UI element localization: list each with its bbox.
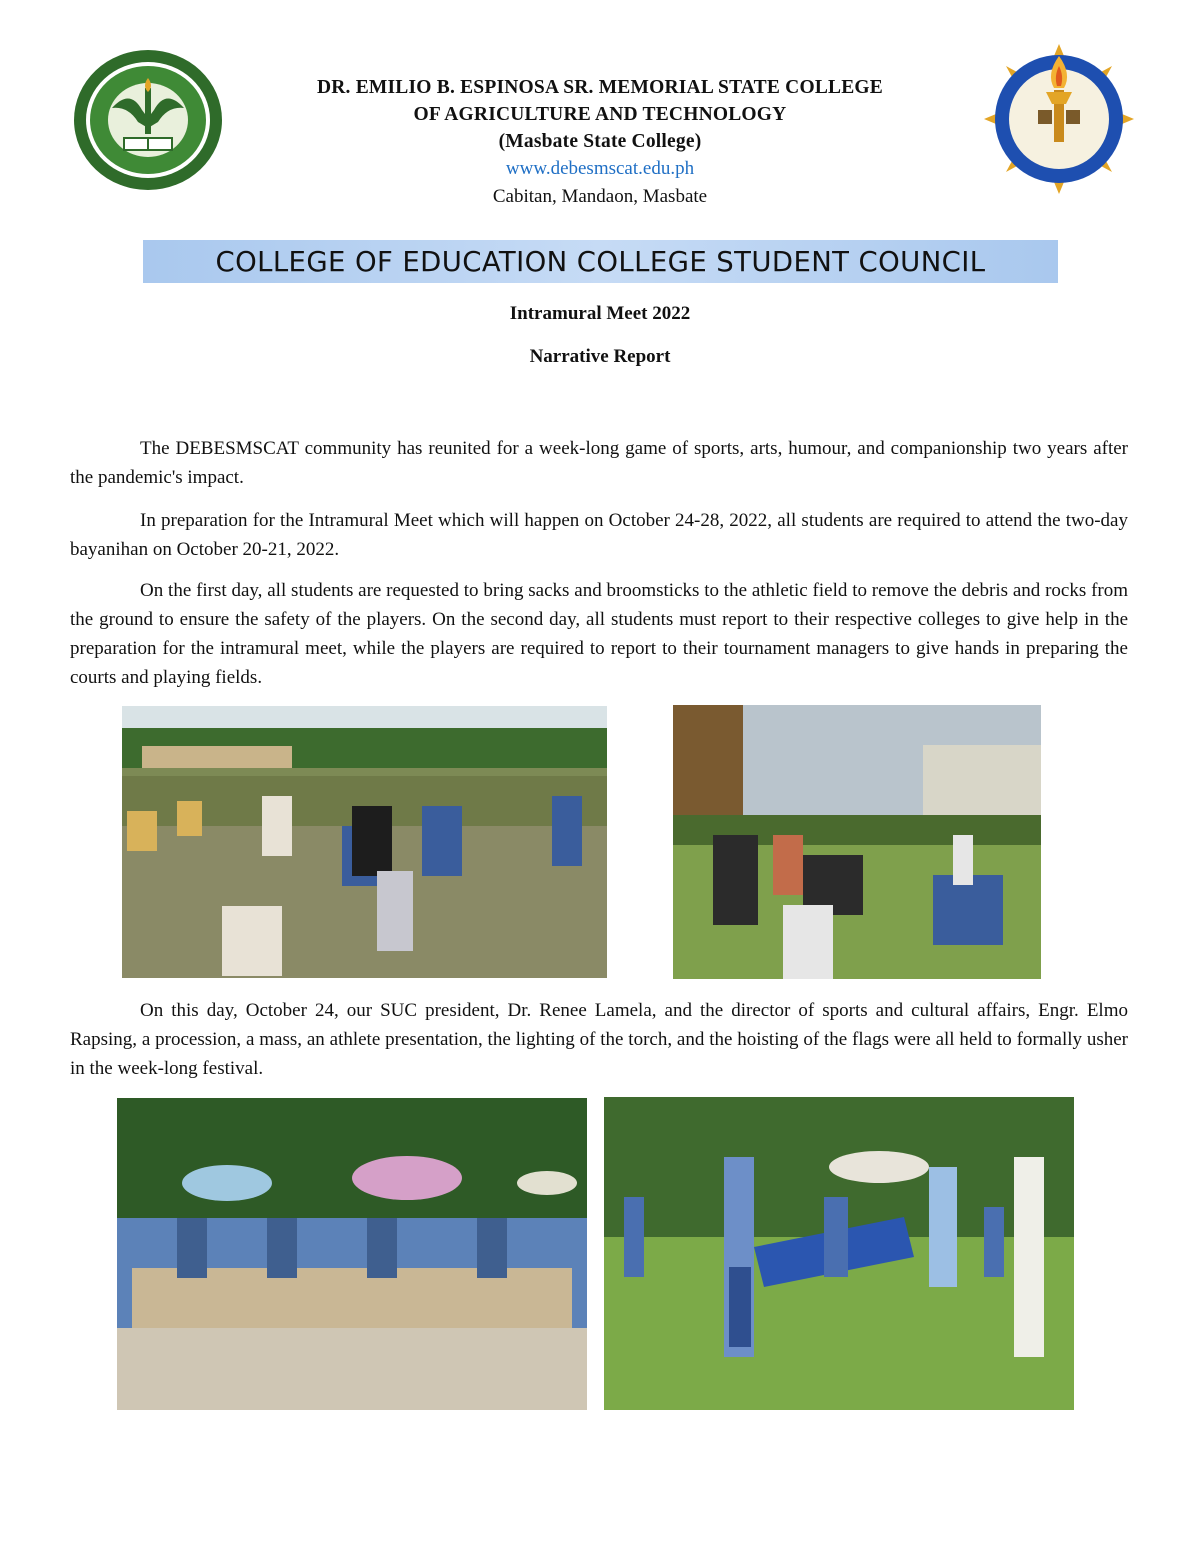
document-title: Intramural Meet 2022 xyxy=(509,303,691,324)
college-of-education-logo xyxy=(984,44,1134,194)
photo-court-preparation xyxy=(673,705,1041,979)
paragraph-opening-day: On this day, October 24, our SUC president, Dr. Renee Lamela, and the director of sports and cultural affairs, Engr. Elmo Rapsing, a procession, a mass, an athlete presentation, the lighting of the torch, and the hoisting of the flags were all held to formally usher in the week-long festival. xyxy=(70,1000,1128,1079)
institution-address: Cabitan, Mandaon, Masbate xyxy=(492,186,708,207)
college-seal-logo xyxy=(72,48,224,192)
photo-field-cleanup xyxy=(122,706,607,978)
institution-header xyxy=(220,74,980,212)
paragraph-bayanihan: On the first day, all students are requested to bring sacks and broomsticks to the athletic field to remove the debris and rocks from the ground to ensure the safety of the players. On the second day, all students must report to their respective colleges to give help in the preparation for the intramural meet, while the players are required to report to their tournament managers to give hands in preparing the courts and playing fields. xyxy=(70,580,1128,688)
institution-name-line-1: DR. EMILIO B. ESPINOSA SR. MEMORIAL STATE COLLEGE xyxy=(316,77,884,98)
paragraph-preparation: In preparation for the Intramural Meet which will happen on October 24-28, 2022, all students are required to attend the two-day bayanihan on October 20-21, 2022. xyxy=(70,510,1128,560)
document-subtitle: Narrative Report xyxy=(529,346,671,367)
photo-athlete-procession xyxy=(604,1097,1074,1410)
institution-name-line-2: OF AGRICULTURE AND TECHNOLOGY xyxy=(413,104,787,125)
website-link[interactable]: www.debesmscat.edu.ph xyxy=(505,158,695,179)
institution-alias: (Masbate State College) xyxy=(498,131,702,152)
council-banner xyxy=(143,240,1058,283)
photo-group-umbrellas xyxy=(117,1098,587,1410)
council-banner-text: COLLEGE OF EDUCATION COLLEGE STUDENT COUNCIL xyxy=(215,245,986,278)
paragraph-intro: The DEBESMSCAT community has reunited for a week-long game of sports, arts, humour, and companionship two years after the pandemic's impact. xyxy=(70,438,1128,488)
